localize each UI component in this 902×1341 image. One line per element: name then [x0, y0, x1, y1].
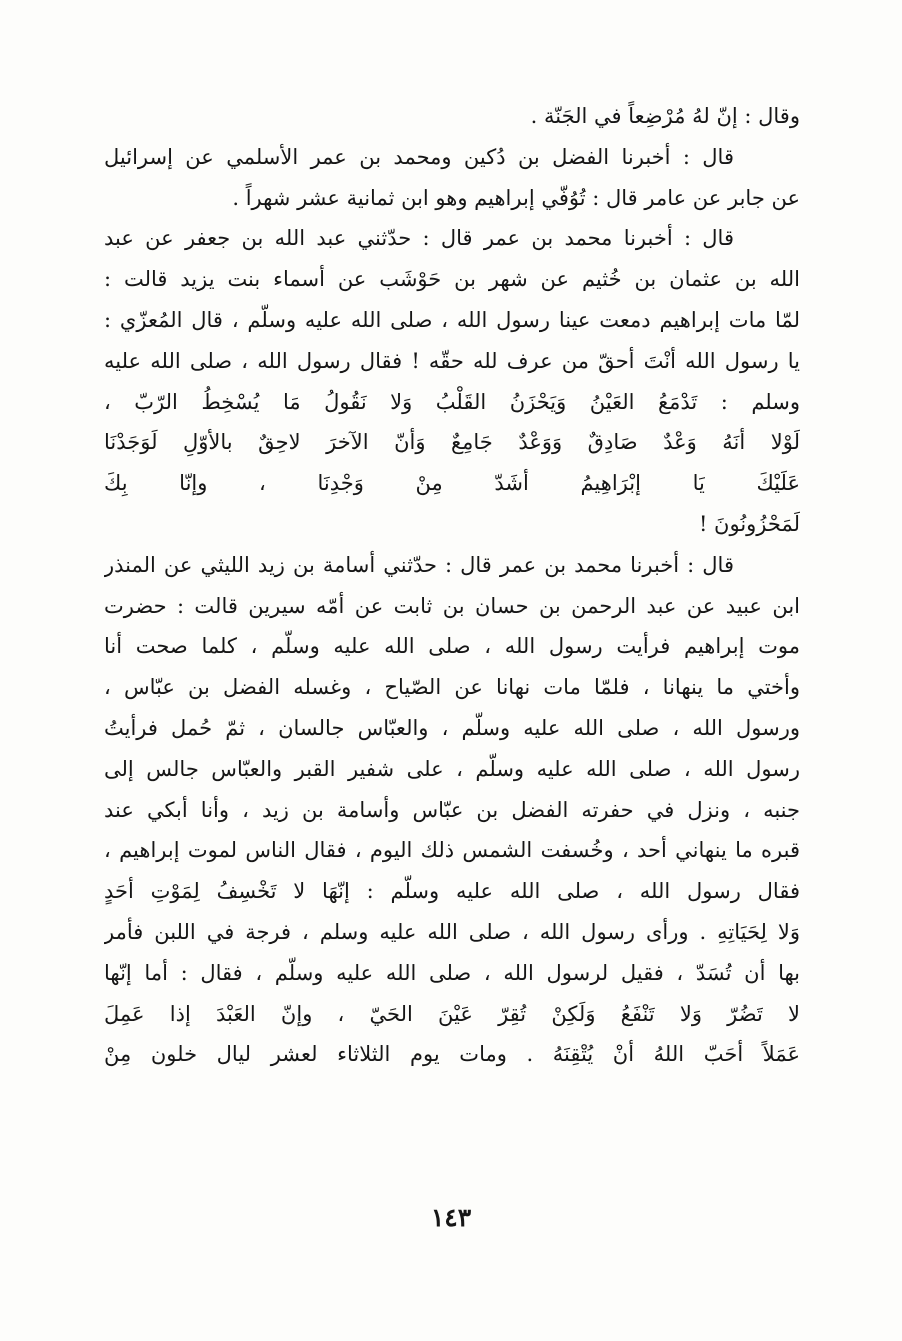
text-line-11: لَمَحْزُونُونَ ! [698, 511, 800, 536]
page-body-text [104, 96, 800, 1075]
text-line-17: رسول الله ، صلى الله عليه وسلّم ، على شفير القبر والعبّاس جالس إلى [104, 756, 800, 781]
text-line-3: عن جابر عن عامر قال : تُوُفّي إبراهيم وهو ابن ثمانية عشر شهراً . [232, 185, 800, 210]
text-line-16: ورسول الله ، صلى الله عليه وسلّم ، والعبّاس جالسان ، ثمّ حُمل فرأيتُ [104, 715, 800, 740]
text-line-24: عَمَلاً أحَبّ اللهُ أنْ يُتْقِنَهُ . ومات يوم الثلاثاء لعشر ليال خلون مِنْ [104, 1042, 800, 1067]
text-line-13: ابن عبيد عن عبد الرحمن بن حسان بن ثابت عن أمّه سيرين قالت : حضرت [104, 593, 800, 618]
text-line-19: قبره ما ينهاني أحد ، وخُسفت الشمس ذلك اليوم ، فقال الناس لموت إبراهيم ، [104, 838, 800, 863]
text-line-8: وسلم : تَدْمَعُ العَيْنُ وَيَحْزَنُ القَلْبُ وَلا نَقُولُ مَا يُسْخِطُ الرّبّ ، [104, 389, 800, 414]
text-line-6: لمّا مات إبراهيم دمعت عينا رسول الله ، صلى الله عليه وسلّم ، قال المُعزّي : [104, 307, 800, 332]
text-line-22: بها أن تُسَدّ ، فقيل لرسول الله ، صلى الله عليه وسلّم ، فقال : أما إنّها [104, 960, 800, 985]
text-line-15: وأختي ما ينهانا ، فلمّا مات نهانا عن الصّياح ، وغسله الفضل بن عبّاس ، [104, 675, 800, 700]
text-line-4: قال : أخبرنا محمد بن عمر قال : حدّثني عبد الله بن جعفر عن عبد [104, 226, 734, 251]
text-line-9: لَوْلا أنَهُ وَعْدٌ صَادِقٌ وَوَعْدٌ جَامِعٌ وَأنّ الآخرَ لاحِقٌ بالأوّلِ لَوَجَدْنَا [104, 430, 800, 455]
text-line-1: وقال : إنّ لهُ مُرْضِعاً في الجَنّة . [530, 104, 800, 128]
page-number: ١٤٣ [430, 1203, 472, 1232]
text-line-12: قال : أخبرنا محمد بن عمر قال : حدّثني أسامة بن زيد الليثي عن المنذر [104, 552, 734, 577]
text-line-23: لا تَضُرّ وَلا تَنْفَعُ وَلَكِنْ تُقِرّ عَيْنَ الحَيّ ، وإنّ العَبْدَ إذا عَمِلَ [104, 1001, 800, 1026]
text-line-10: عَلَيْكَ يَا إبْرَاهِيمُ أشَدّ مِنْ وَجْدِنَا ، وإنّا بِكَ [104, 471, 800, 496]
text-line-5: الله بن عثمان بن خُثيم عن شهر بن حَوْشَب عن أسماء بنت يزيد قالت : [104, 267, 800, 292]
text-line-18: جنبه ، ونزل في حفرته الفضل بن عبّاس وأسامة بن زيد ، وأنا أبكي عند [104, 797, 800, 822]
text-line-14: موت إبراهيم فرأيت رسول الله ، صلى الله عليه وسلّم ، كلما صحت أنا [104, 634, 800, 659]
text-line-20: فقال رسول الله ، صلى الله عليه وسلّم : إنّهَا لا تَخْسِفُ لِمَوْتِ أحَدٍ [104, 879, 800, 904]
text-line-7: يا رسول الله أنْتَ أحقّ من عرف لله حقّه ! فقال رسول الله ، صلى الله عليه [104, 348, 800, 373]
text-line-21: وَلا لِحَيَاتِهِ . ورأى رسول الله ، صلى الله عليه وسلم ، فرجة في اللبن فأمر [104, 919, 800, 944]
text-line-2: قال : أخبرنا الفضل بن دُكين ومحمد بن عمر الأسلمي عن إسرائيل [104, 144, 734, 169]
